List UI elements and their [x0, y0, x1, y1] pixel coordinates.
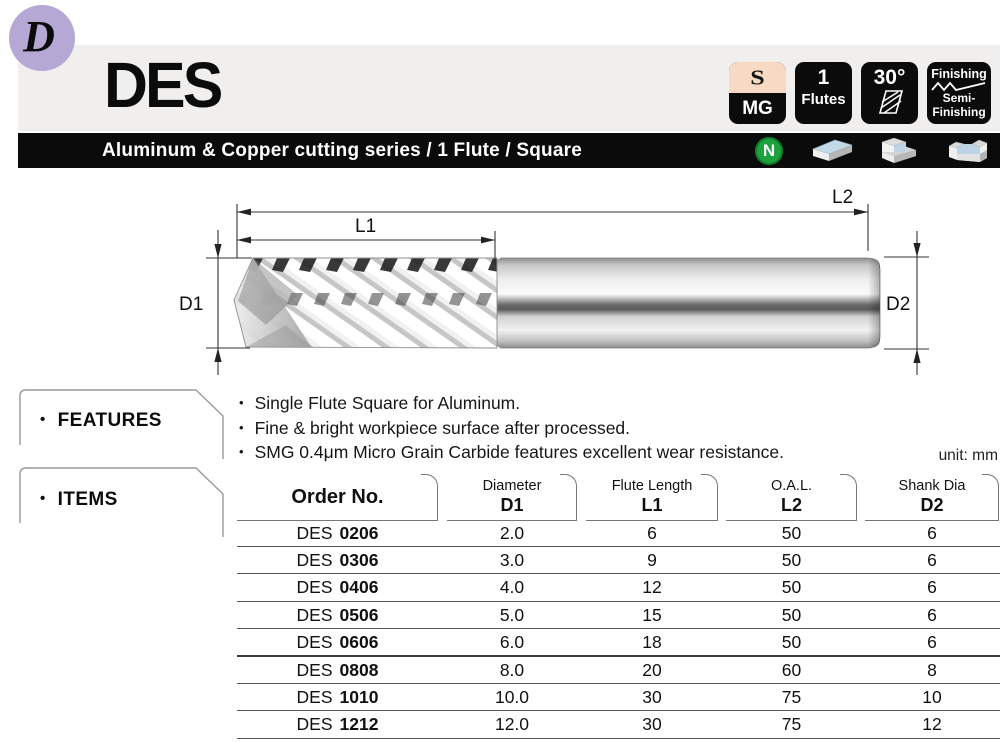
grade-bottom: MG — [742, 97, 773, 119]
shank — [497, 258, 880, 348]
feature-item: • Single Flute Square for Aluminum. — [239, 392, 784, 417]
table-row: DES 0808 8.0 20 60 8 — [237, 657, 1000, 684]
series-bar — [18, 133, 1000, 168]
dim-label-l2: L2 — [832, 187, 854, 208]
grade-logo: S — [750, 65, 765, 89]
facing-application-icon — [808, 136, 856, 166]
dim-label-l1: L1 — [355, 216, 377, 237]
table-body — [237, 520, 1000, 739]
table-row: DES 0406 4.0 12 50 6 — [237, 574, 1000, 601]
material-n-badge: N — [755, 137, 783, 165]
section-letter-badge — [9, 5, 75, 71]
header-corner — [840, 474, 857, 521]
header-corner — [421, 474, 438, 521]
spec-badge-row — [729, 62, 991, 124]
helix-angle-badge — [861, 62, 918, 124]
dim-label-d1: D1 — [179, 294, 204, 315]
table-row: DES 0206 2.0 6 50 6 — [237, 520, 1000, 547]
table-row: DES 0506 5.0 15 50 6 — [237, 602, 1000, 629]
feature-item: • SMG 0.4μm Micro Grain Carbide features excellent wear resistance. — [239, 441, 784, 466]
features-list — [239, 392, 784, 466]
table-header — [0, 474, 1007, 520]
table-row: DES 1212 12.0 30 75 12 — [237, 711, 1000, 738]
dim-label-d2: D2 — [886, 294, 911, 315]
col-shank-dia: Shank Dia D2 — [865, 474, 999, 521]
features-heading: • FEATURES — [40, 410, 162, 432]
header-corner — [982, 474, 999, 521]
header-corner — [560, 474, 577, 521]
flute-section — [230, 255, 502, 353]
col-flute-length: Flute Length L1 — [586, 474, 718, 521]
section-letter: D — [23, 11, 55, 61]
items-heading: • ITEMS — [40, 489, 118, 511]
step-application-icon — [876, 136, 922, 166]
dim-l2 — [237, 204, 868, 258]
header-corner — [701, 474, 718, 521]
section-tab-outlines — [0, 385, 240, 545]
finishing-label: Finishing — [931, 67, 987, 81]
table-row: DES 0306 3.0 9 50 6 — [237, 547, 1000, 574]
grade-top — [729, 62, 786, 93]
series-title: Aluminum & Copper cutting series / 1 Flute / Square — [102, 139, 582, 161]
feature-item: • Fine & bright workpiece surface after processed. — [239, 417, 784, 442]
helix-angle-value: 30° — [873, 66, 906, 89]
col-oal: O.A.L. L2 — [726, 474, 857, 521]
tool-drawing — [0, 175, 1007, 380]
helix-angle-icon — [875, 88, 905, 116]
flutes-badge — [795, 62, 852, 124]
col-order-no: Order No. — [237, 474, 438, 521]
slot-application-icon — [944, 136, 992, 166]
flutes-count: 1 — [817, 66, 830, 89]
finishing-badge — [927, 62, 991, 124]
carbide-grade-badge — [729, 62, 786, 124]
unit-note: unit: mm — [938, 447, 998, 464]
table-row: DES 1010 10.0 30 75 10 — [237, 684, 1000, 711]
page-title: DES — [104, 49, 221, 121]
flutes-label: Flutes — [801, 91, 846, 108]
col-diameter: Diameter D1 — [447, 474, 577, 521]
table-row: DES 0606 6.0 18 50 6 — [237, 629, 1000, 657]
semi-finishing-label: Semi- Finishing — [932, 91, 986, 119]
